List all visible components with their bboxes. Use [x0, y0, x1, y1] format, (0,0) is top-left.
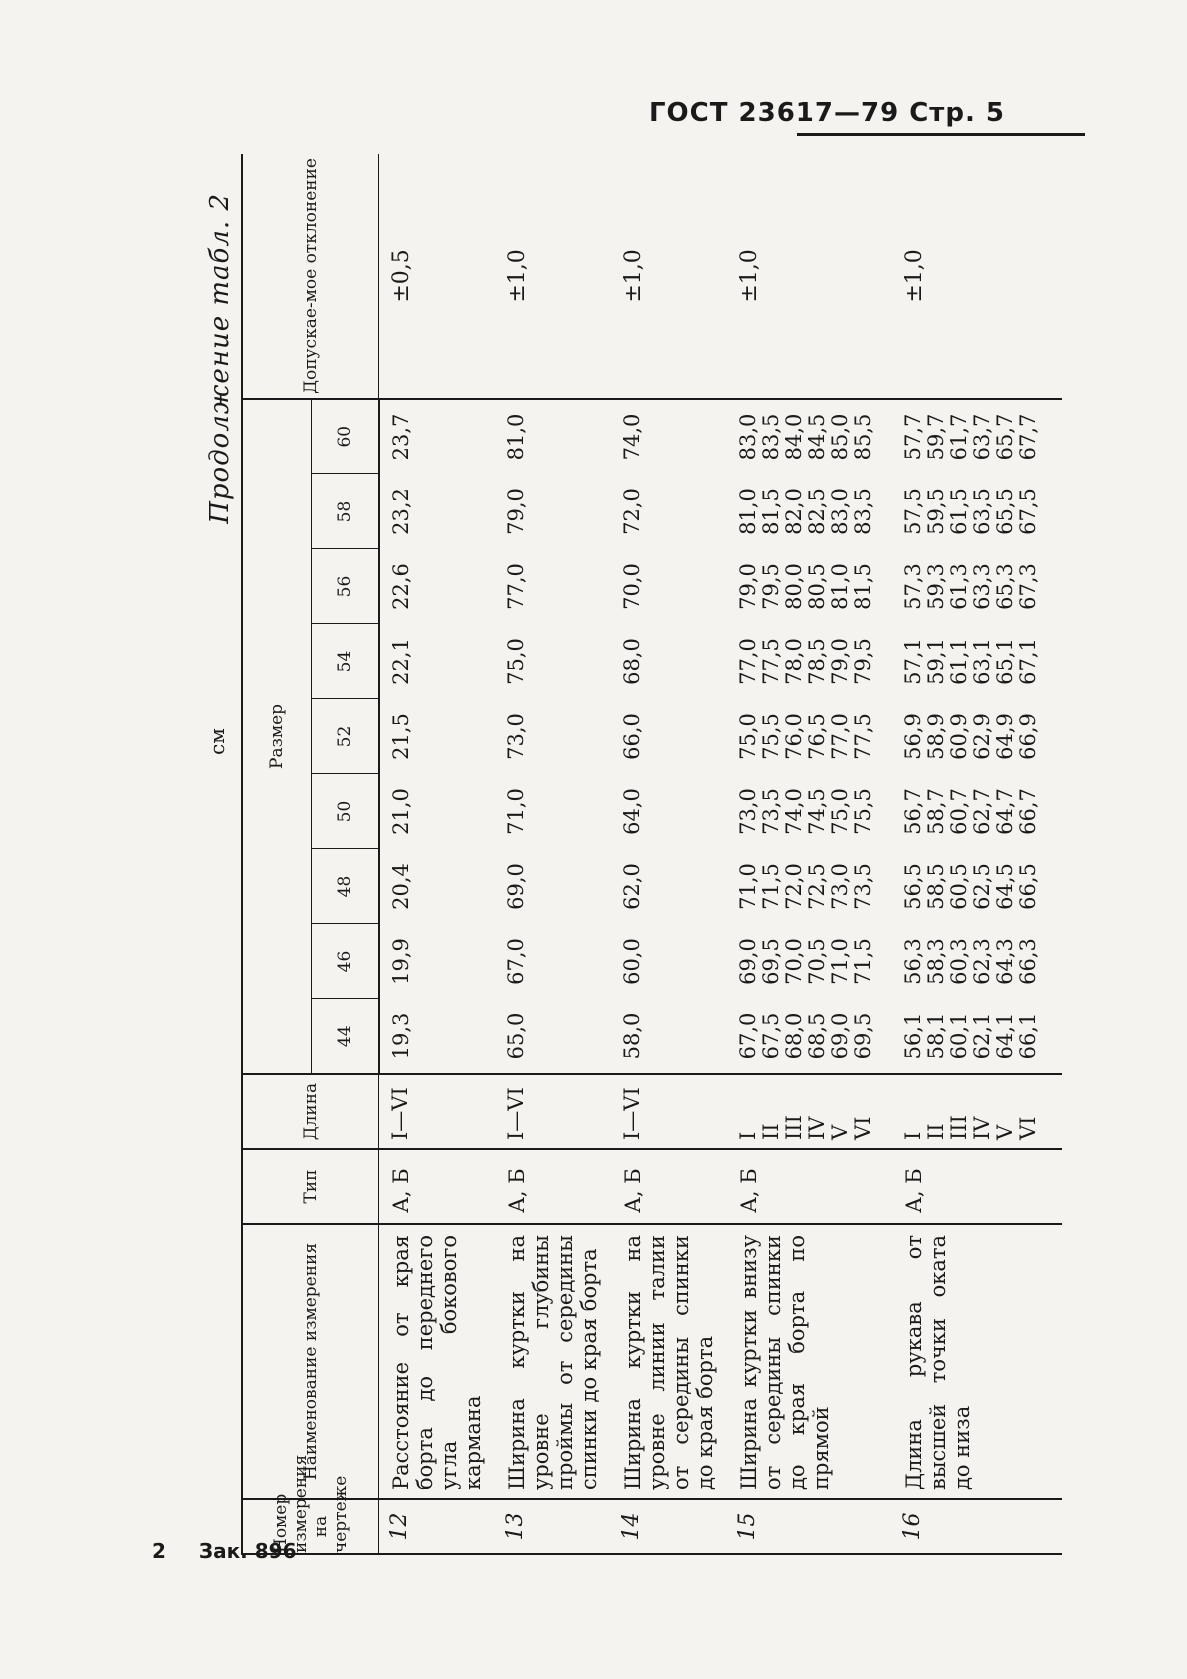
row-value: 63,7 — [970, 413, 994, 461]
table-row — [495, 154, 611, 1554]
row-value-list — [727, 849, 892, 924]
row-value: 72,5 — [805, 863, 829, 910]
row-value: 69,0 — [828, 1012, 852, 1060]
length-item: VI — [851, 1116, 875, 1140]
header-type: Тип — [242, 1149, 379, 1224]
row-value: 85,5 — [851, 413, 875, 461]
row-value: 70,0 — [782, 938, 806, 985]
row-value-list — [892, 699, 1062, 774]
length-item: III — [947, 1115, 971, 1140]
row-value: 79,0 — [504, 488, 528, 535]
row-value: 75,0 — [736, 713, 760, 760]
row-value: 71,5 — [759, 863, 783, 910]
page-footer — [152, 1539, 322, 1563]
row-name: Ширина куртки внизу от середины спинки до края борта по прямой — [727, 1224, 892, 1499]
row-value-list — [892, 924, 1062, 999]
row-value: 22,1 — [388, 638, 413, 685]
header-size: 44 — [312, 999, 379, 1074]
row-value-list — [727, 699, 892, 774]
row-value: 21,0 — [388, 788, 413, 835]
row-value: 81,5 — [759, 488, 783, 535]
row-value: 61,5 — [947, 488, 971, 535]
row-value: 57,1 — [901, 638, 925, 685]
row-value: 84,5 — [805, 413, 829, 461]
row-value-list — [727, 999, 892, 1074]
row-length: I—VI — [495, 1074, 611, 1149]
rotated-table-stage — [205, 155, 1105, 1555]
row-value: 73,5 — [851, 863, 875, 910]
header-size: 58 — [312, 474, 379, 549]
table-row — [379, 154, 496, 1554]
row-tolerance: ±1,0 — [892, 154, 1062, 399]
row-value: 59,5 — [924, 488, 948, 535]
row-value: 68,0 — [782, 1012, 806, 1060]
row-value: 58,1 — [924, 1012, 948, 1060]
row-value-list — [892, 624, 1062, 699]
row-value: 69,5 — [851, 1012, 875, 1060]
row-value: 56,3 — [901, 938, 925, 985]
row-value: 83,0 — [736, 413, 760, 461]
row-type: А, Б — [495, 1149, 611, 1224]
row-value: 60,1 — [947, 1012, 971, 1060]
row-value: 83,5 — [759, 413, 783, 461]
row-value: 74,0 — [782, 788, 806, 835]
row-value: 56,5 — [901, 863, 925, 910]
header-size: 50 — [312, 774, 379, 849]
table-row — [611, 154, 727, 1554]
row-value: 60,5 — [947, 863, 971, 910]
row-type: А, Б — [379, 1149, 496, 1224]
row-tolerance: ±1,0 — [727, 154, 892, 399]
row-value-list — [892, 399, 1062, 474]
header-size: 54 — [312, 624, 379, 699]
row-value: 60,0 — [620, 938, 644, 985]
row-value: 64,7 — [993, 788, 1017, 835]
row-length-list — [727, 1074, 892, 1149]
row-value: 75,0 — [504, 638, 528, 685]
row-value: 72,0 — [782, 863, 806, 910]
row-value: 66,7 — [1016, 788, 1040, 835]
row-value: 66,5 — [1016, 863, 1040, 910]
table-row — [892, 154, 1062, 1554]
row-value: 19,9 — [388, 938, 413, 985]
table-row — [727, 154, 892, 1554]
row-value: 67,3 — [1016, 563, 1040, 610]
row-value: 79,0 — [828, 638, 852, 685]
row-value: 56,9 — [901, 713, 925, 760]
row-name: Длина рукава от высшей точки оката до низа — [892, 1224, 1062, 1499]
row-value: 68,5 — [805, 1012, 829, 1060]
row-value: 71,0 — [828, 938, 852, 985]
row-value: 67,7 — [1016, 413, 1040, 461]
row-length: I—VI — [611, 1074, 727, 1149]
footer-order: Зак. 896 — [198, 1539, 297, 1563]
row-value: 62,1 — [970, 1012, 994, 1060]
footer-page-number: 2 — [152, 1539, 166, 1563]
row-value: 78,5 — [805, 638, 829, 685]
row-value: 77,0 — [828, 713, 852, 760]
row-value: 72,0 — [620, 488, 644, 535]
row-value: 58,0 — [611, 999, 727, 1074]
header-size: 56 — [312, 549, 379, 624]
row-value: 75,5 — [759, 713, 783, 760]
row-value: 23,7 — [388, 413, 413, 461]
row-value: 61,3 — [947, 563, 971, 610]
row-value: 60,9 — [947, 713, 971, 760]
row-value: 70,5 — [805, 938, 829, 985]
row-value: 57,5 — [901, 488, 925, 535]
row-value: 67,1 — [1016, 638, 1040, 685]
row-value: 65,3 — [993, 563, 1017, 610]
header-rule — [797, 133, 1085, 136]
row-value: 58,3 — [924, 938, 948, 985]
row-value: 58,7 — [924, 788, 948, 835]
row-value: 65,0 — [495, 999, 611, 1074]
row-value-list — [727, 549, 892, 624]
row-number: 16 — [892, 1499, 1062, 1554]
row-value: 67,5 — [1016, 488, 1040, 535]
row-value-list — [892, 849, 1062, 924]
row-value: 75,0 — [828, 788, 852, 835]
row-value: 65,1 — [993, 638, 1017, 685]
length-item: III — [782, 1115, 806, 1140]
row-value: 20,4 — [388, 863, 413, 910]
row-type: А, Б — [611, 1149, 727, 1224]
row-value-list — [892, 549, 1062, 624]
row-value: 57,7 — [901, 413, 925, 461]
row-value: 77,0 — [736, 638, 760, 685]
row-value: 65,7 — [993, 413, 1017, 461]
row-tolerance: ±1,0 — [611, 154, 727, 399]
row-value: 56,1 — [901, 1012, 925, 1060]
row-value: 66,0 — [620, 713, 644, 760]
length-item: IV — [805, 1116, 829, 1140]
row-value-list — [727, 924, 892, 999]
row-value: 62,5 — [970, 863, 994, 910]
row-value: 66,9 — [1016, 713, 1040, 760]
row-value-list — [892, 999, 1062, 1074]
length-item: V — [828, 1124, 852, 1140]
length-item: IV — [970, 1116, 994, 1140]
row-value: 80,5 — [805, 563, 829, 610]
row-value: 64,9 — [993, 713, 1017, 760]
row-value: 59,3 — [924, 563, 948, 610]
row-value: 81,5 — [851, 563, 875, 610]
row-tolerance: ±0,5 — [379, 154, 496, 399]
row-value: 68,0 — [620, 638, 644, 685]
row-type: А, Б — [727, 1149, 892, 1224]
row-value: 64,3 — [993, 938, 1017, 985]
header-name: Наименование измерения — [242, 1224, 379, 1499]
row-value: 61,1 — [947, 638, 971, 685]
row-value: 56,7 — [901, 788, 925, 835]
length-item: VI — [1016, 1116, 1040, 1140]
header-length: Длина — [242, 1074, 379, 1149]
row-value: 60,7 — [947, 788, 971, 835]
row-name: Ширина куртки на уровне линии талии от середины спинки до края борта — [611, 1224, 727, 1499]
row-value: 63,5 — [970, 488, 994, 535]
row-value: 82,0 — [782, 488, 806, 535]
row-value: 66,3 — [1016, 938, 1040, 985]
row-value: 77,5 — [759, 638, 783, 685]
header-size: 48 — [312, 849, 379, 924]
row-value: 64,0 — [620, 788, 644, 835]
row-number: 14 — [611, 1499, 727, 1554]
row-value: 77,0 — [504, 563, 528, 610]
row-length-list — [892, 1074, 1062, 1149]
header-size-group: Размер — [242, 399, 312, 1074]
row-number: 13 — [495, 1499, 611, 1554]
row-value: 76,5 — [805, 713, 829, 760]
row-value: 22,6 — [388, 563, 413, 610]
row-value: 71,0 — [504, 788, 528, 835]
header-size: 52 — [312, 699, 379, 774]
row-value: 62,0 — [620, 863, 644, 910]
row-value: 69,0 — [736, 938, 760, 985]
row-value: 85,0 — [828, 413, 852, 461]
row-value: 84,0 — [782, 413, 806, 461]
row-value: 79,5 — [851, 638, 875, 685]
row-value: 83,0 — [828, 488, 852, 535]
length-item: I — [736, 1131, 760, 1140]
row-value-list — [727, 399, 892, 474]
row-value: 19,3 — [379, 999, 496, 1074]
row-value: 67,0 — [504, 938, 528, 985]
row-value: 58,5 — [924, 863, 948, 910]
row-name: Расстояние от края борта до переднего угла бокового кармана — [379, 1224, 496, 1499]
row-value: 21,5 — [388, 713, 413, 760]
row-value: 69,0 — [504, 863, 528, 910]
row-value: 67,5 — [759, 1012, 783, 1060]
row-value: 66,1 — [1016, 1012, 1040, 1060]
row-type: А, Б — [892, 1149, 1062, 1224]
row-value: 81,0 — [504, 413, 528, 461]
row-value: 78,0 — [782, 638, 806, 685]
row-value-list — [892, 774, 1062, 849]
header-size: 46 — [312, 924, 379, 999]
row-value: 71,5 — [851, 938, 875, 985]
row-value-list — [727, 774, 892, 849]
row-value: 73,5 — [759, 788, 783, 835]
row-value-list — [727, 624, 892, 699]
row-value: 74,0 — [620, 413, 644, 461]
row-value: 59,1 — [924, 638, 948, 685]
row-value: 70,0 — [620, 563, 644, 610]
row-value: 73,0 — [504, 713, 528, 760]
row-value: 71,0 — [736, 863, 760, 910]
measurements-table — [241, 154, 1062, 1555]
row-value: 76,0 — [782, 713, 806, 760]
header-number: Номер измерения на чертеже — [242, 1499, 379, 1554]
row-value: 83,5 — [851, 488, 875, 535]
row-value: 61,7 — [947, 413, 971, 461]
length-item: II — [924, 1123, 948, 1140]
row-value: 73,0 — [828, 863, 852, 910]
row-value: 60,3 — [947, 938, 971, 985]
row-number: 15 — [727, 1499, 892, 1554]
page-header: ГОСТ 23617—79 Стр. 5 — [648, 98, 1005, 128]
header-size: 60 — [312, 399, 379, 474]
row-value: 67,0 — [736, 1012, 760, 1060]
row-value: 81,0 — [828, 563, 852, 610]
row-value: 62,3 — [970, 938, 994, 985]
row-value: 81,0 — [736, 488, 760, 535]
row-value-list — [892, 474, 1062, 549]
length-item: I — [901, 1131, 925, 1140]
row-value: 80,0 — [782, 563, 806, 610]
row-value: 69,5 — [759, 938, 783, 985]
row-value: 62,9 — [970, 713, 994, 760]
row-value: 59,7 — [924, 413, 948, 461]
row-length: I—VI — [379, 1074, 496, 1149]
row-value: 73,0 — [736, 788, 760, 835]
row-tolerance: ±1,0 — [495, 154, 611, 399]
row-value: 79,5 — [759, 563, 783, 610]
unit-label: см — [205, 728, 229, 755]
row-value-list — [727, 474, 892, 549]
row-value: 82,5 — [805, 488, 829, 535]
row-value: 58,9 — [924, 713, 948, 760]
row-value: 64,1 — [993, 1012, 1017, 1060]
header-tolerance: Допускае-мое отклонение — [242, 154, 379, 399]
row-value: 77,5 — [851, 713, 875, 760]
table-continuation-title: Продолжение табл. 2 — [205, 193, 235, 524]
row-name: Ширина куртки на уровне глубины проймы от середины спинки до края борта — [495, 1224, 611, 1499]
row-value: 64,5 — [993, 863, 1017, 910]
row-number: 12 — [379, 1499, 496, 1554]
row-value: 62,7 — [970, 788, 994, 835]
row-value: 75,5 — [851, 788, 875, 835]
row-value: 63,1 — [970, 638, 994, 685]
length-item: II — [759, 1123, 783, 1140]
length-item: V — [993, 1124, 1017, 1140]
row-value: 79,0 — [736, 563, 760, 610]
row-value: 74,5 — [805, 788, 829, 835]
row-value: 63,3 — [970, 563, 994, 610]
row-value: 57,3 — [901, 563, 925, 610]
row-value: 23,2 — [388, 488, 413, 535]
row-value: 65,5 — [993, 488, 1017, 535]
